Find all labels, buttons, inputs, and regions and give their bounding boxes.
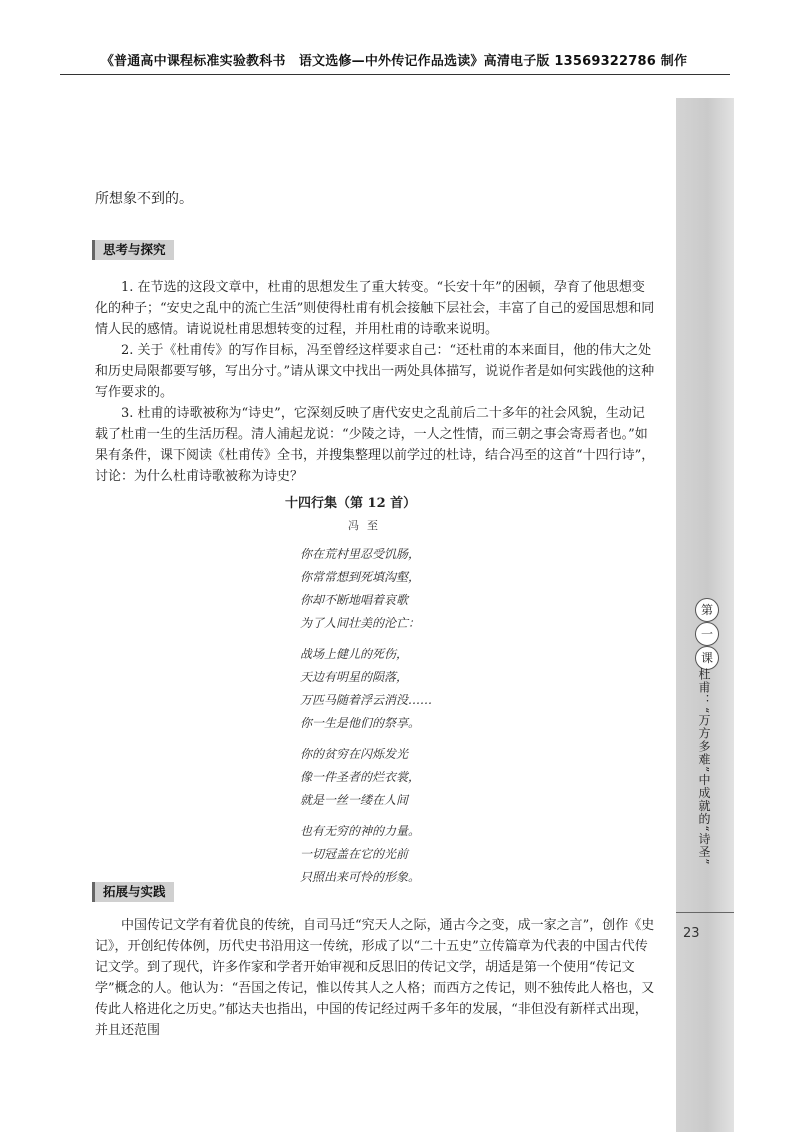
section-title-think: 思考与探究 [92, 240, 174, 260]
question-3: 3. 杜甫的诗歌被称为“诗史”，它深刻反映了唐代安史之乱前后二十多年的社会风貌，生动记载了杜甫一生的生活历程。清人浦起龙说：“少陵之诗，一人之性情，而三朝之事会寄焉者也。”如果有条件，课下阅读《杜甫传》全书，并搜集整理以前学过的杜诗，结合冯至的这首“十四行诗”，讨论：为什么杜甫诗歌被称为诗史？ [95, 406, 655, 484]
poem-line: 你常常想到死填沟壑， [300, 570, 421, 584]
poem-line: 你一生是他们的祭享。 [300, 716, 421, 730]
poem-title: 十四行集（第 12 首） [285, 496, 417, 511]
poem-author: 冯至 [348, 519, 386, 532]
poem-line: 也有无穷的神的力量。 [300, 824, 421, 838]
poem-stanza [300, 820, 480, 889]
carryover-text: 所想象不到的。 [95, 191, 193, 207]
page-number: 23 [683, 926, 700, 941]
poem-line: 就是一丝一缕在人间 [300, 793, 409, 807]
poem-line: 一切冠盖在它的光前 [300, 847, 409, 861]
poem-line: 你的贫穷在闪烁发光 [300, 747, 409, 761]
section-title-expand: 拓展与实践 [92, 882, 174, 902]
poem-stanza [300, 743, 480, 812]
lesson-badge-1: 第 [695, 598, 719, 622]
expand-paragraph: 中国传记文学有着优良的传统，自司马迁“究天人之际，通古今之变，成一家之言”，创作《史记》，开创纪传体例，历代史书沿用这一传统，形成了以“二十五史”立传篇章为代表的中国古代传记文学。到了现代，许多作家和学者开始审视和反思旧的传记文学，胡适是第一个使用“传记文学”概念的人。他认为：“吾国之传记，惟以传其人之人格；而西方之传记，则不独传此人格也，又传此人格进化之历史。”郁达夫也指出，中国的传记经过两千多年的发展，“非但没有新样式出现，并且还范围 [95, 918, 655, 1038]
poem-stanza [300, 543, 480, 635]
lesson-badge-2: 一 [695, 622, 719, 646]
question-2: 2. 关于《杜甫传》的写作目标，冯至曾经这样要求自己：“还杜甫的本来面目，他的伟大之处和历史局限都要写够，写出分寸。”请从课文中找出一两处具体描写，说说作者是如何实践他的这种写作要求的。 [95, 343, 655, 400]
poem-line: 天边有明星的陨落， [300, 670, 409, 684]
lesson-badge-3: 课 [695, 646, 719, 670]
poem-line: 像一件圣者的烂衣裳， [300, 770, 421, 784]
question-list [95, 277, 655, 487]
poem-line: 万匹马随着浮云消没…… [300, 693, 433, 707]
poem-line: 为了人间壮美的沦亡： [300, 616, 421, 630]
page-header: 《普通高中课程标准实验教科书 语文选修—中外传记作品选读》高清电子版 13569322786 制作 [100, 54, 688, 69]
poem-line: 只照出来可怜的形象。 [300, 870, 421, 884]
poem-block [285, 492, 480, 897]
poem-line: 战场上健儿的死伤， [300, 647, 409, 661]
header-rule [60, 74, 730, 75]
question-1: 1. 在节选的这段文章中，杜甫的思想发生了重大转变。“长安十年”的困顿，孕育了他思想变化的种子；“安史之乱中的流亡生活”则使得杜甫有机会接触下层社会，丰富了自己的爱国思想和同情人民的感情。请说说杜甫思想转变的过程，并用杜甫的诗歌来说明。 [95, 280, 655, 337]
expand-section [95, 915, 655, 1041]
poem-line: 你却不断地唱着哀歌 [300, 593, 409, 607]
poem-line: 你在荒村里忍受饥肠， [300, 547, 421, 561]
lesson-title-vertical: 杜甫：“万方多难”中成就的“诗圣” [697, 668, 711, 866]
poem-stanza [300, 643, 480, 735]
page-number-divider [676, 912, 734, 913]
